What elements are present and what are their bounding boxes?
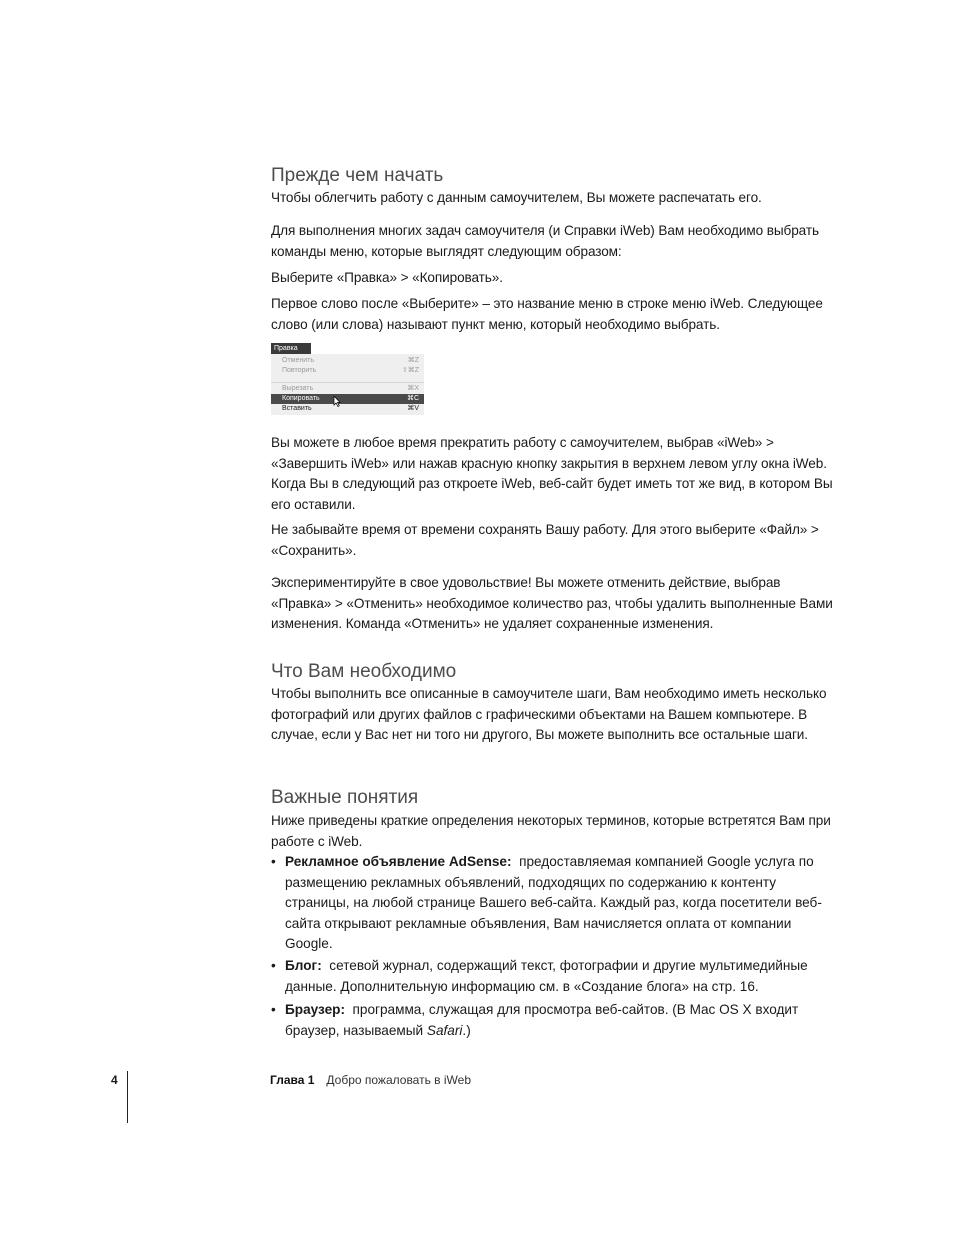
menu-item-paste: Вставить ⌘V [282, 405, 419, 412]
chapter-title: Добро пожаловать в iWeb [326, 1073, 472, 1087]
safari-name: Safari [426, 1022, 463, 1038]
paragraph: Чтобы облегчить работу с данным самоучителем, Вы можете распечатать его. [271, 190, 762, 205]
paragraph: Для выполнения многих задач самоучителя (и Справки iWeb) Вам необходимо выбрать команды меню, которые выглядят следующим образом: [271, 223, 819, 259]
menu-title: Правка [271, 343, 311, 354]
bullet-item-adsense [271, 852, 841, 955]
section-heading-key-concepts: Важные понятия [271, 787, 419, 808]
term: Блог: [285, 958, 322, 973]
paragraph: Экспериментируйте в свое удовольствие! Вы можете отменить действие, выбрав «Правка» > «Отменить» необходимое количество раз, чтобы удалить выполненные Вами изменения. Команда «Отменить» не удаляет сохраненные изменения. [271, 575, 833, 631]
definition-tail: .) [462, 1022, 471, 1038]
menu-item-copy-highlighted: Копировать ⌘C [271, 394, 424, 404]
chapter-label: Глава 1 [270, 1073, 315, 1087]
term: Браузер: [285, 1002, 345, 1017]
bullet-item-browser [271, 1000, 841, 1041]
edit-menu-illustration [271, 343, 424, 415]
menu-separator [271, 382, 424, 383]
footer-divider [127, 1071, 128, 1123]
page-number: 4 [111, 1073, 118, 1087]
paragraph: Ниже приведены краткие определения некоторых терминов, которые встретятся Вам при работе с iWeb. [271, 813, 831, 849]
paragraph: Не забывайте время от времени сохранять Вашу работу. Для этого выберите «Файл» > «Сохранить». [271, 522, 819, 558]
menu-item-cut: Вырезать ⌘X [282, 385, 419, 392]
section-heading-what-you-need: Что Вам необходимо [271, 661, 457, 682]
paragraph: Выберите «Правка» > «Копировать». [271, 270, 503, 285]
section-heading-before-start: Прежде чем начать [271, 165, 444, 186]
definition: предоставляемая компанией Google услуга по размещению рекламных объявлений, подходящих по содержанию к контенту страницы, на любой странице Вашего веб-сайта. Каждый раз, когда посетители веб-сайта открывают рекламные объявления, Вам начисляется оплата от компании Google. [285, 854, 822, 951]
menu-panel [271, 354, 424, 415]
bullet-icon: • [271, 854, 276, 869]
definition: сетевой журнал, содержащий текст, фотографии и другие мультимедийные данные. Дополнительную информацию см. в «Создание блога» на стр. 16. [285, 958, 808, 994]
term: Рекламное объявление AdSense: [285, 854, 512, 869]
paragraph: Вы можете в любое время прекратить работу с самоучителем, выбрав «iWeb» > «Завершить iWeb» или нажав красную кнопку закрытия в верхнем левом углу окна iWeb. Когда Вы в следующий раз откроете iWeb, веб-сайт будет иметь тот же вид, в котором Вы его оставили. [271, 435, 833, 512]
running-footer [270, 1073, 471, 1087]
paragraph: Чтобы выполнить все описанные в самоучителе шаги, Вам необходимо иметь несколько фотографий или других файлов с графическими объектами на Вашем компьютере. В случае, если у Вас нет ни того ни другого, Вы можете выполнить все остальные шаги. [271, 686, 827, 742]
bullet-icon: • [271, 958, 276, 973]
bullet-icon: • [271, 1002, 276, 1017]
bullet-item-blog [271, 956, 841, 997]
menu-item-redo: Повторить ⇧⌘Z [282, 367, 419, 374]
menu-item-undo: Отменить ⌘Z [282, 357, 419, 364]
definition: программа, служащая для просмотра веб-сайтов. (В Mac OS X входит браузер, называемый [285, 1002, 799, 1038]
paragraph: Первое слово после «Выберите» – это название меню в строке меню iWeb. Следующее слово (или слова) называют пункт меню, который необходимо выбрать. [271, 296, 823, 332]
